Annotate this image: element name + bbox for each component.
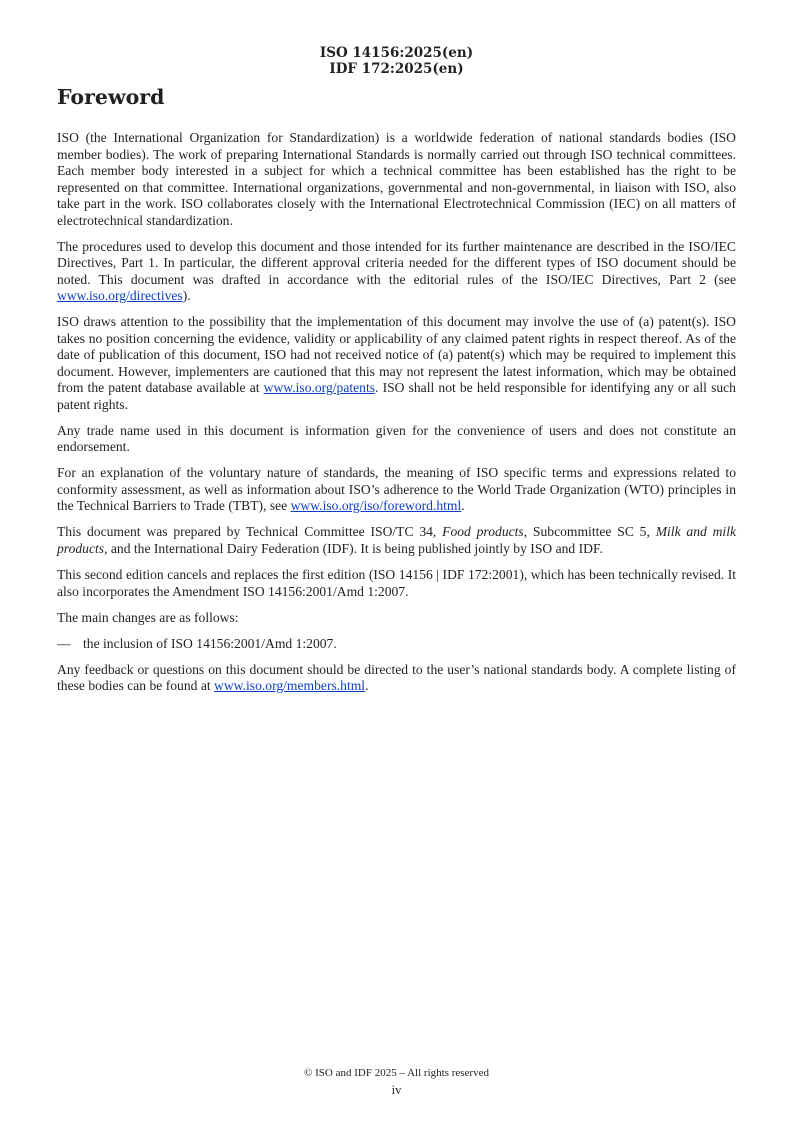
- paragraph-main-changes: The main changes are as follows:: [57, 609, 239, 625]
- document-header: [0, 46, 793, 77]
- list-item-text: the inclusion of ISO 14156:2001/Amd 1:2007.: [83, 635, 337, 651]
- paragraph-feedback: [57, 662, 736, 695]
- iso-reference: ISO 14156:2025(en): [319, 45, 474, 61]
- paragraph-text: The procedures used to develop this document and those intended for its further maintenance are described in the ISO/IEC Directives, Part 1. In particular, the different approval criteria needed for the different types of ISO document should be noted. This document was drafted in accordance with the editorial rules of the ISO/IEC Directives, Part 2 (see: [57, 238, 736, 287]
- foreword-link[interactable]: www.iso.org/iso/foreword.html: [290, 498, 462, 514]
- paragraph-patents: [57, 314, 736, 413]
- paragraph-text-end: ).: [182, 288, 191, 304]
- paragraph-text-end: . ISO shall not be held responsible for identifying any or all such patent rights.: [57, 380, 736, 412]
- members-link[interactable]: www.iso.org/members.html: [214, 678, 366, 694]
- subcommittee-name-milk-products: Milk and milk products: [57, 524, 737, 556]
- paragraph-edition: This second edition cancels and replaces the first edition (ISO 14156 | IDF 172:2001), which has been technically revised. It also incorporates the Amendment ISO 14156:2001/Amd 1:2007.: [57, 567, 736, 599]
- list-dash: —: [57, 635, 71, 651]
- list-item: [57, 636, 736, 653]
- paragraph-text: ISO draws attention to the possibility that the implementation of this document may involve the use of (a) patent(s). ISO takes no position concerning the evidence, validity or applicability of any claimed patent rights in respect thereof. As of the date of publication of this document, ISO had not received notice of (a) patent(s) which may be required to implement this document. However, implementers are cautioned that this may not represent the latest information, which may be obtained from the patent database available at: [57, 314, 736, 396]
- paragraph-iso-federation: ISO (the International Organization for Standardization) is a worldwide federation of national standards bodies (ISO member bodies). The work of preparing International Standards is normally carried out through ISO technical committees. Each member body interested in a subject for which a technical committee has been established has the right to be represented on that committee. International organizations, governmental and non-governmental, in liaison with ISO, also take part in the work. ISO collaborates closely with the International Electrotechnical Commission (IEC) on all matters of electrotechnical standardization.: [57, 130, 736, 228]
- foreword-body: [57, 130, 736, 704]
- paragraph-text: This document was prepared by Technical Committee ISO/TC 34,: [57, 524, 443, 540]
- paragraph-text-end: .: [365, 678, 369, 694]
- page-title: Foreword: [57, 85, 165, 109]
- paragraph-trade-name: Any trade name used in this document is information given for the convenience of users and does not constitute an endorsement.: [57, 422, 736, 455]
- patents-link[interactable]: www.iso.org/patents: [263, 380, 376, 396]
- paragraph-text: , Subcommittee SC 5,: [523, 524, 656, 540]
- paragraph-voluntary-nature: [57, 465, 736, 515]
- paragraph-text: For an explanation of the voluntary nature of standards, the meaning of ISO specific terms and expressions related to conformity assessment, as well as information about ISO’s adherence to the World Trade Organization (WTO) principles in the Technical Barriers to Trade (TBT), see: [57, 465, 736, 514]
- page-footer: [0, 1066, 793, 1098]
- copyright-notice: © ISO and IDF 2025 – All rights reserved: [304, 1067, 489, 1079]
- paragraph-text-end: , and the International Dairy Federation (IDF). It is being published jointly by ISO and IDF.: [104, 540, 603, 556]
- committee-name-food-products: Food products: [442, 524, 524, 540]
- paragraph-committee: [57, 524, 736, 557]
- directives-link[interactable]: www.iso.org/directives: [57, 288, 183, 304]
- paragraph-procedures: [57, 239, 736, 305]
- paragraph-text-end: .: [461, 498, 465, 514]
- paragraph-text: Any feedback or questions on this document should be directed to the user’s national standards body. A complete listing of these bodies can be found at: [57, 661, 736, 694]
- idf-reference: IDF 172:2025(en): [329, 60, 464, 77]
- page-number: iv: [391, 1083, 402, 1097]
